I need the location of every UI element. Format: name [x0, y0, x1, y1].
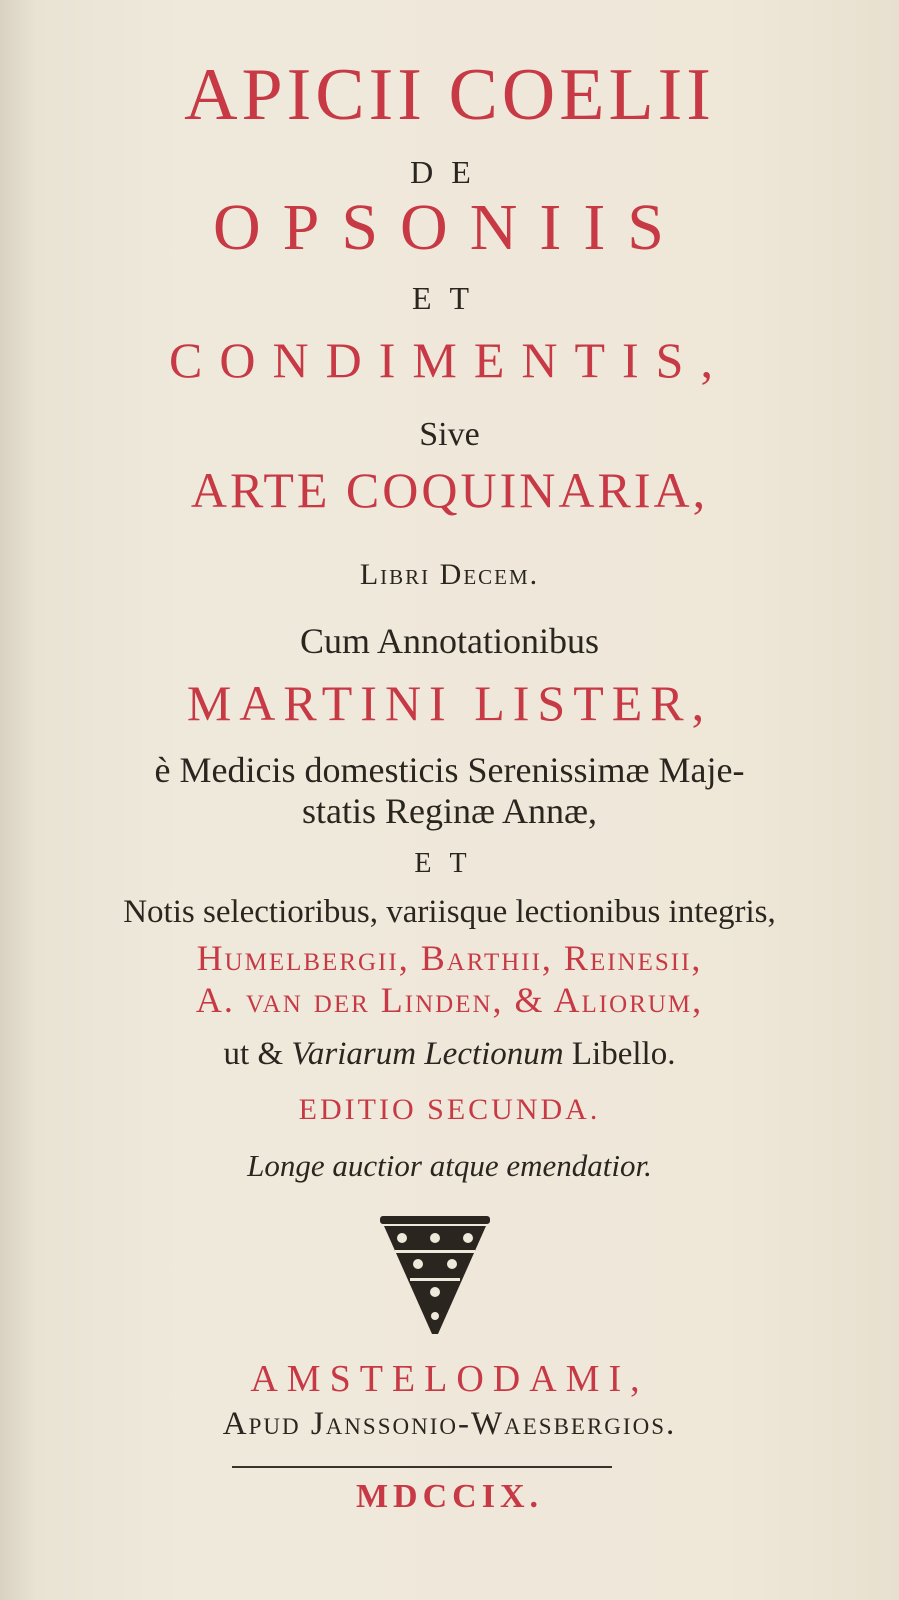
word-et: ET — [411, 280, 488, 316]
libri-decem: Libri Decem. — [359, 558, 540, 591]
libello-b: Variarum Lectionum — [291, 1036, 564, 1072]
printers-ornament-icon — [380, 1212, 490, 1337]
publisher: Apud Janssonio-Waesbergios. — [222, 1406, 677, 1442]
word-de: DE — [410, 154, 489, 190]
libello-line — [0, 1038, 899, 1071]
commentators-1: Humelbergii, Barthii, Reinesii, — [196, 938, 703, 978]
title-condimentis: CONDIMENTIS, — [169, 332, 730, 388]
edition: EDITIO SECUNDA. — [298, 1093, 601, 1126]
word-et-2: ET — [414, 848, 485, 879]
editor-description-1: è Medicis domesticis Serenissimæ Maje- — [154, 750, 745, 790]
word-sive: Sive — [419, 416, 480, 453]
libello-c: Libello. — [563, 1036, 676, 1072]
author-name: APICII COELII — [184, 54, 715, 136]
publication-year: MDCCIX. — [355, 1478, 544, 1515]
title-arte-coquinaria: ARTE COQUINARIA, — [190, 462, 709, 518]
title-opsoniis: OPSONIIS — [212, 191, 687, 264]
cum-annotationibus: Cum Annotationibus — [299, 621, 600, 661]
divider-rule — [232, 1466, 612, 1468]
place-of-publication: AMSTELODAMI, — [250, 1358, 649, 1400]
editor-description-2: statis Reginæ Annæ, — [301, 791, 598, 831]
editor-name: MARTINI LISTER, — [186, 675, 713, 731]
libello-a: ut & — [223, 1036, 292, 1072]
edition-note: Longe auctior atque emendatior. — [247, 1148, 652, 1183]
notis-line: Notis selectioribus, variisque lectionibus integris, — [123, 894, 776, 930]
commentators-2: A. van der Linden, & Aliorum, — [195, 980, 704, 1020]
